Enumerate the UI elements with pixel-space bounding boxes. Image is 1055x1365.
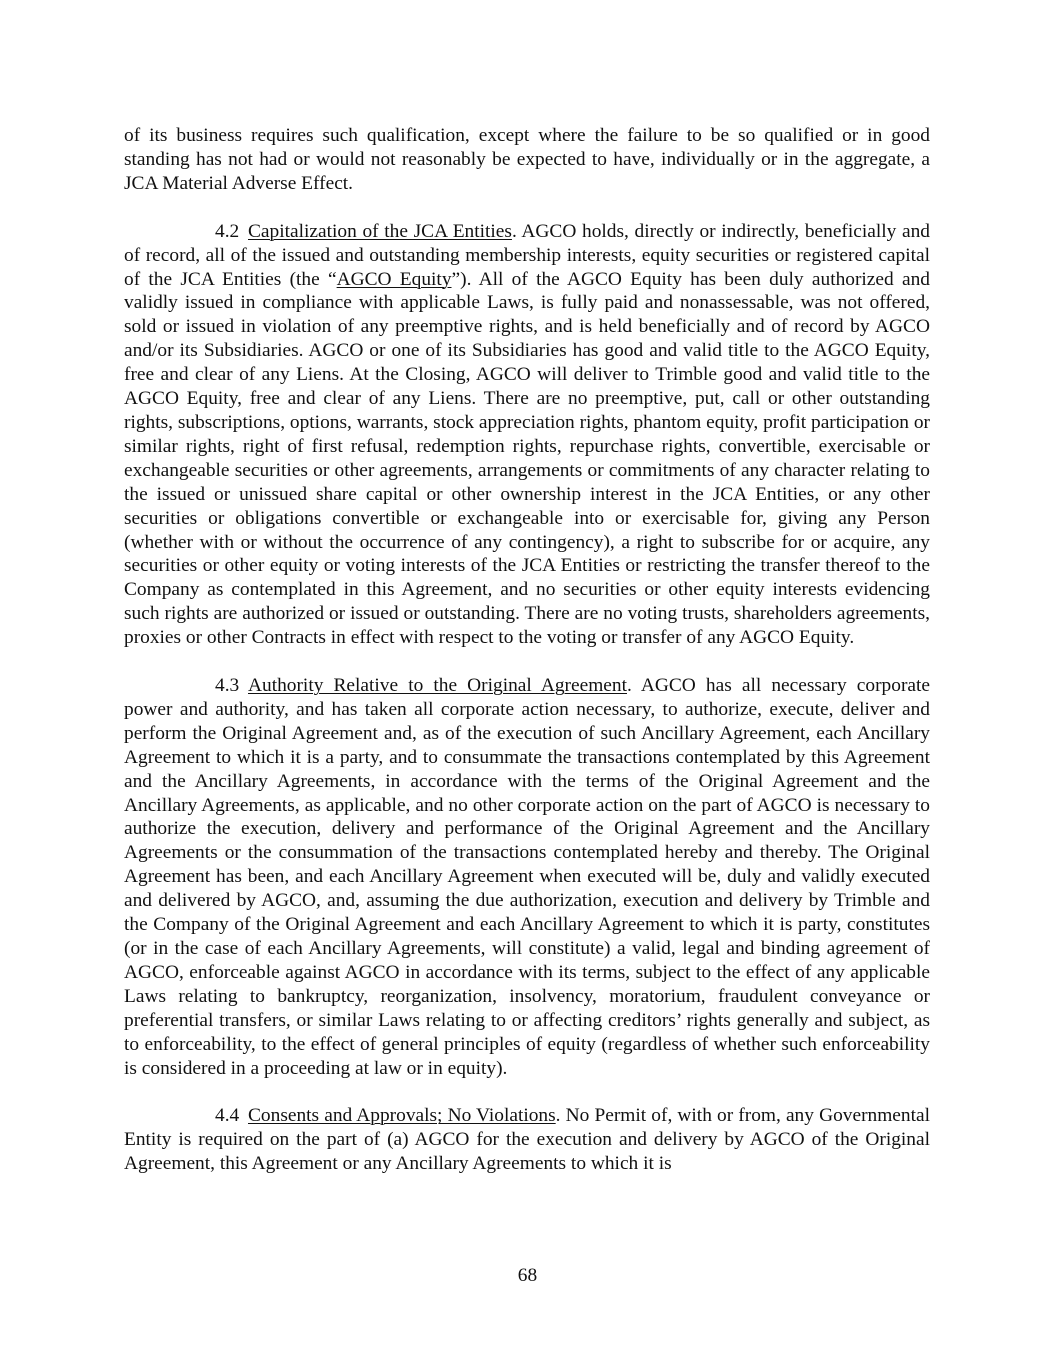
section-body-text: . No Permit of, with or from, any Governmental Entity is required on the part of (a) AGCO for the execution and delivery by AGCO of the Original Agreement, this Agreement or any Ancillary Agreements to which it is (124, 1105, 930, 1175)
section-number: 4.2 (215, 220, 240, 242)
section-heading: Consents and Approvals; No Violations (248, 1105, 556, 1127)
document-body (124, 124, 930, 1176)
section-body-text: ”). All of the AGCO Equity has been duly authorized and validly issued in compliance with applicable Laws, is fully paid and nonassessable, was not offered, sold or issued in violation of any preemptive rights, and is held beneficially and of record by AGCO and/or its Subsidiaries. AGCO or one of its Subsidiaries has good and valid title to the AGCO Equity, free and clear of any Liens. At the Closing, AGCO will deliver to Trimble good and valid title to the AGCO Equity, free and clear of any Liens. There are no preemptive, put, call or other outstanding rights, subscriptions, options, warrants, stock appreciation rights, phantom equity, profit participation or similar rights, right of first refusal, redemption rights, repurchase rights, convertible, exercisable or exchangeable securities or other agreements, arrangements or commitments of any character relating to the issued or unissued share capital or other ownership interest in the JCA Entities, or any other securities or obligations convertible or exchangeable into or exercisable for, giving any Person (whether with or without the occurrence of any contingency), a right to subscribe for or acquire, any securities or other equity or voting interests of the JCA Entities or restricting the transfer thereof to the Company as contemplated in this Agreement, and no securities or other equity interests evidencing such rights are authorized or issued or outstanding. There are no voting trusts, shareholders agreements, proxies or other Contracts in effect with respect to the voting or transfer of any AGCO Equity. (124, 268, 930, 649)
page-number: 68 (517, 1265, 538, 1286)
section-4-3 (124, 674, 930, 1080)
section-heading: Authority Relative to the Original Agreement (248, 675, 627, 697)
section-number: 4.3 (215, 675, 240, 697)
section-body-text: . AGCO has all necessary corporate power and authority, and has taken all corporate action necessary, to authorize, execute, deliver and perform the Original Agreement and, as of the execution of such Ancillary Agreement, each Ancillary Agreement to which it is a party, and to consummate the transactions contemplated by this Agreement and the Ancillary Agreements, in accordance with the terms of the Original Agreement and the Ancillary Agreements, as applicable, and no other corporate action on the part of AGCO is necessary to authorize the execution, delivery and performance of the Original Agreement and the Ancillary Agreements or the consummation of the transactions contemplated hereby and thereby. The Original Agreement has been, and each Ancillary Agreement when executed will be, duly and validly executed and delivered by AGCO, and, assuming the due authorization, execution and delivery by Trimble and the Company of the Original Agreement and each Ancillary Agreement to which it is party, constitutes (or in the case of each Ancillary Agreements, will constitute) a valid, legal and binding agreement of AGCO, enforceable against AGCO in accordance with its terms, subject to the effect of any applicable Laws relating to bankruptcy, reorganization, insolvency, moratorium, fraudulent conveyance or preferential transfers, or similar Laws relating to or affecting creditors’ rights generally and subject, as to enforceability, to the effect of general principles of equity (regardless of whether such enforceability is considered in a proceeding at law or in equity). (124, 675, 931, 1079)
section-number: 4.4 (215, 1105, 240, 1127)
section-heading: Capitalization of the JCA Entities (248, 220, 512, 242)
continuation-paragraph (124, 124, 930, 196)
continuation-text: of its business requires such qualification, except where the failure to be so qualified or in good standing has not had or would not reasonably be expected to have, individually or in the aggregate, a JCA Material Adverse Effect. (124, 125, 930, 194)
defined-term: AGCO Equity (336, 268, 452, 290)
section-intro-text: . AGCO holds, directly or indirectly, beneficially and of record, all of the issued and outstanding membership interests, equity securities or registered capital of the JCA Entities (the “ (124, 220, 931, 290)
section-4-4 (124, 1104, 930, 1176)
section-4-2 (124, 220, 930, 650)
